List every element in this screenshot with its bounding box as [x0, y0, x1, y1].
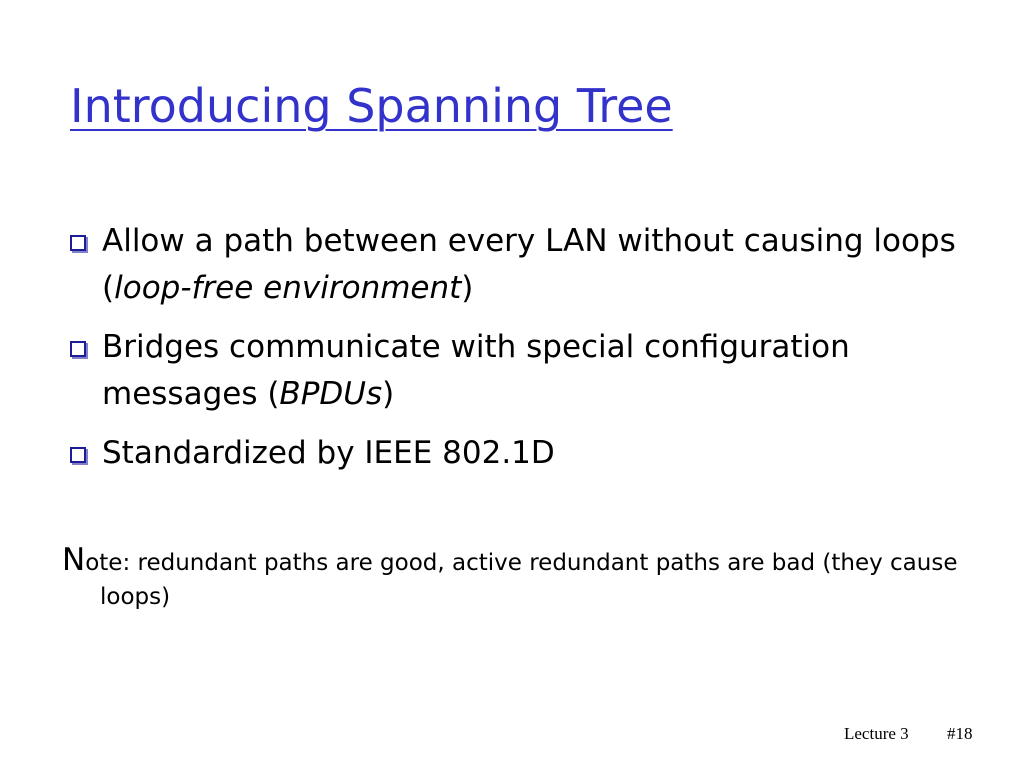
bullet-item	[60, 324, 960, 418]
bullet-text-end: )	[382, 376, 395, 412]
bullet-text: Standardized by IEEE 802.1D	[102, 435, 555, 471]
bullet-item	[60, 430, 960, 477]
note-text: ote: redundant paths are good, active redundant paths are bad (they cause loops)	[85, 550, 958, 610]
note-initial: N	[62, 542, 86, 578]
bullet-emphasis: BPDUs	[279, 376, 383, 412]
slide-title: Introducing Spanning Tree	[70, 79, 673, 133]
bullet-text: Allow a path between every LAN without causing loops (	[102, 223, 956, 306]
bullet-list	[60, 218, 960, 489]
hollow-square-bullet-icon	[70, 235, 86, 251]
note	[62, 543, 980, 614]
bullet-emphasis: loop-free environment	[114, 270, 462, 306]
bullet-text: Bridges communicate with special configuration messages (	[102, 329, 850, 412]
hollow-square-bullet-icon	[70, 341, 86, 357]
footer-page-number: #18	[947, 724, 973, 743]
bullet-item	[60, 218, 960, 312]
footer-lecture: Lecture 3	[844, 724, 909, 743]
bullet-text-end: )	[461, 270, 474, 306]
hollow-square-bullet-icon	[70, 447, 86, 463]
